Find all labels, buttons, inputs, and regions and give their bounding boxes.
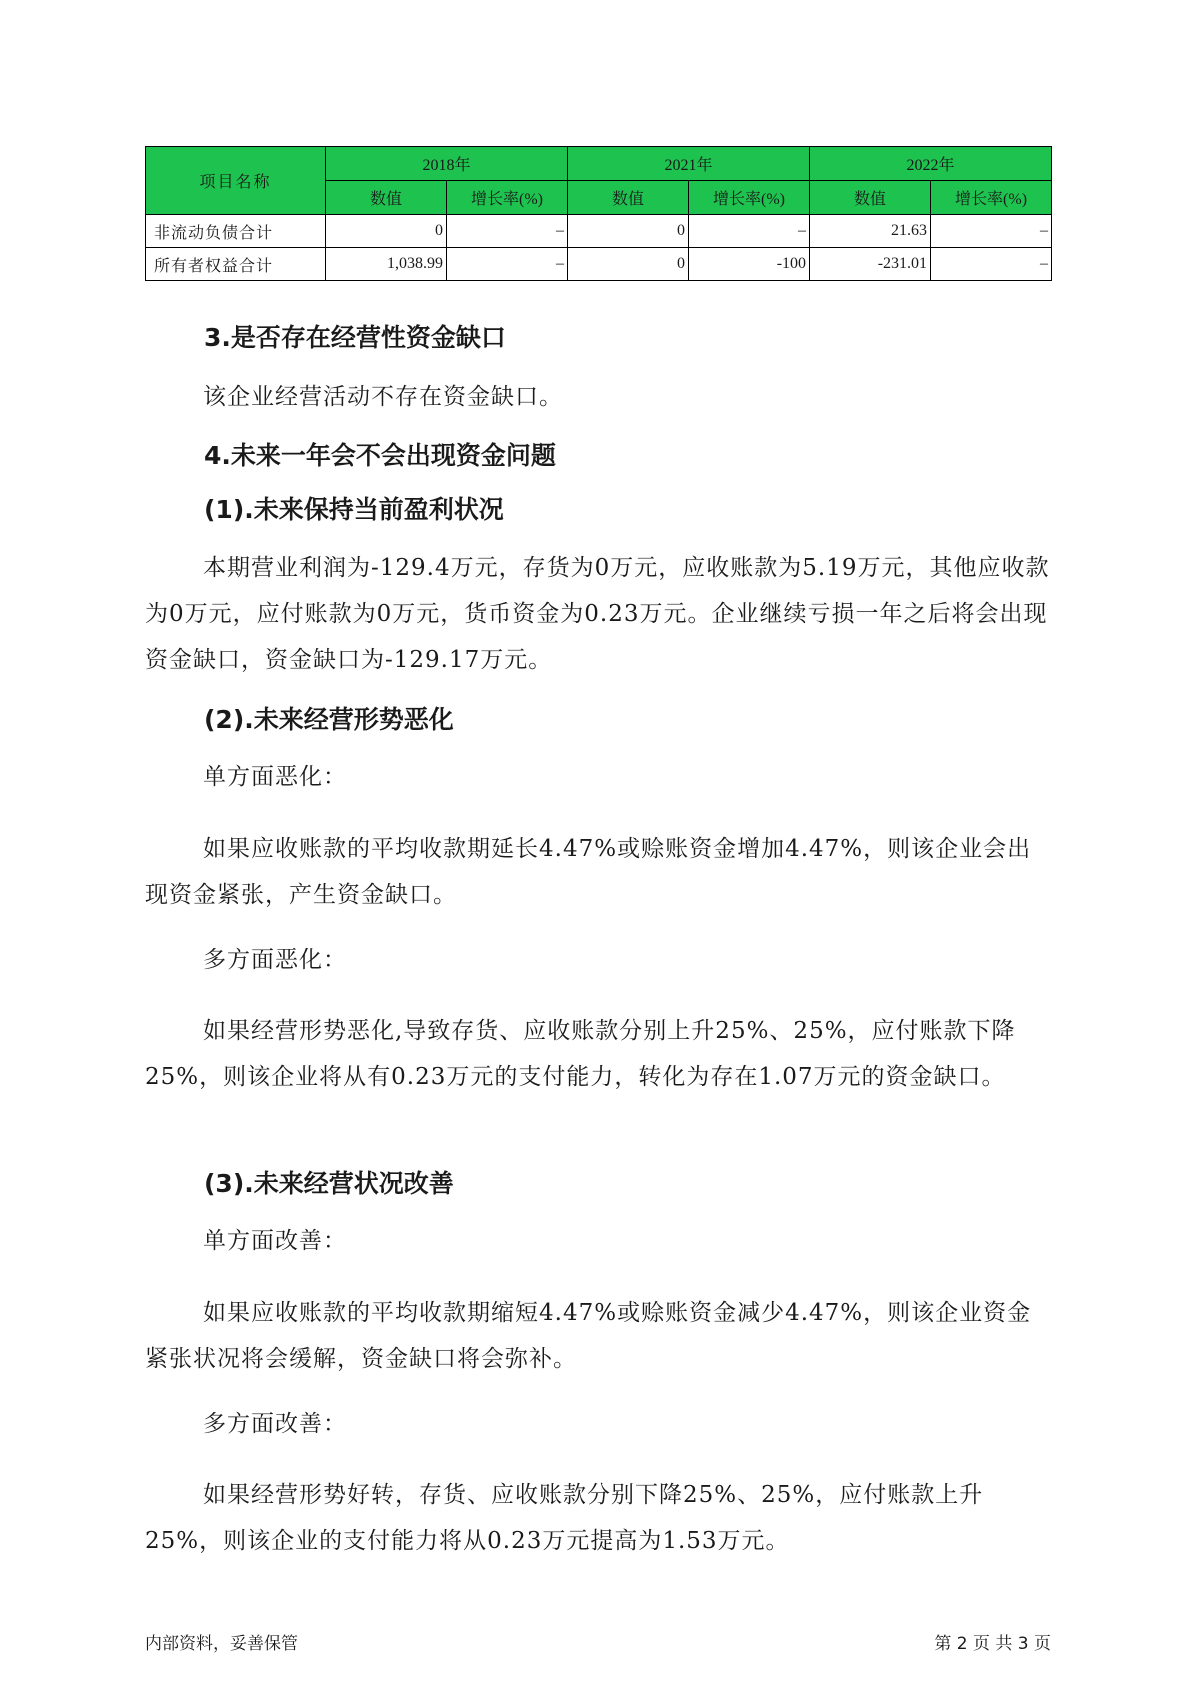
table-cell: – xyxy=(931,248,1052,281)
row-name: 非流动负债合计 xyxy=(146,215,326,248)
header-growth-rate: 增长率(%) xyxy=(931,181,1052,215)
header-growth-rate: 增长率(%) xyxy=(689,181,810,215)
subsection-3-label-single: 单方面改善： xyxy=(203,1228,347,1254)
section-4-heading: 4.未来一年会不会出现资金问题 xyxy=(204,441,556,470)
table-cell: – xyxy=(931,215,1052,248)
row-name: 所有者权益合计 xyxy=(146,248,326,281)
header-value: 数值 xyxy=(810,181,931,215)
table-cell: – xyxy=(447,248,568,281)
subsection-1-heading: (1).未来保持当前盈利状况 xyxy=(204,495,504,524)
table-cell: 0 xyxy=(568,248,689,281)
subsection-2-paragraph-single: 如果应收账款的平均收款期延长4.47%或赊账资金增加4.47%，则该企业会出现资金紧张，产生资金缺口。 xyxy=(145,836,1032,908)
footer-page-number: 第 2 页 共 3 页 xyxy=(934,1634,1051,1654)
header-year-2021: 2021年 xyxy=(568,147,810,181)
header-item-name: 项目名称 xyxy=(146,147,326,215)
table-row xyxy=(146,248,1052,281)
header-growth-rate: 增长率(%) xyxy=(447,181,568,215)
table-cell: 1,038.99 xyxy=(326,248,447,281)
table-cell: – xyxy=(689,215,810,248)
header-value: 数值 xyxy=(568,181,689,215)
table-cell: -231.01 xyxy=(810,248,931,281)
subsection-2-label-multi: 多方面恶化： xyxy=(203,947,347,973)
subsection-3-paragraph-single: 如果应收账款的平均收款期缩短4.47%或赊账资金减少4.47%，则该企业资金紧张状况将会缓解，资金缺口将会弥补。 xyxy=(145,1300,1032,1372)
subsection-2-heading: (2).未来经营形势恶化 xyxy=(204,705,454,734)
table-cell: -100 xyxy=(689,248,810,281)
table-row xyxy=(146,215,1052,248)
table-cell: 0 xyxy=(326,215,447,248)
header-year-2018: 2018年 xyxy=(326,147,568,181)
financial-table xyxy=(145,146,1052,281)
header-year-2022: 2022年 xyxy=(810,147,1052,181)
header-value: 数值 xyxy=(326,181,447,215)
footer-confidential-note: 内部资料，妥善保管 xyxy=(145,1634,298,1654)
subsection-3-heading: (3).未来经营状况改善 xyxy=(204,1169,454,1198)
subsection-2-label-single: 单方面恶化： xyxy=(203,764,347,790)
section-3-paragraph: 该企业经营活动不存在资金缺口。 xyxy=(203,384,563,410)
table-cell: – xyxy=(447,215,568,248)
table-cell: 21.63 xyxy=(810,215,931,248)
table-cell: 0 xyxy=(568,215,689,248)
subsection-1-paragraph: 本期营业利润为-129.4万元，存货为0万元，应收账款为5.19万元，其他应收款为0万元，应付账款为0万元，货币资金为0.23万元。企业继续亏损一年之后将会出现资金缺口，资金缺口为-129.17万元。 xyxy=(145,555,1050,673)
section-3-heading: 3.是否存在经营性资金缺口 xyxy=(204,323,506,352)
subsection-3-paragraph-multi: 如果经营形势好转，存货、应收账款分别下降25%、25%，应付账款上升25%，则该企业的支付能力将从0.23万元提高为1.53万元。 xyxy=(145,1482,984,1554)
subsection-2-paragraph-multi: 如果经营形势恶化,导致存货、应收账款分别上升25%、25%，应付账款下降25%，则该企业将从有0.23万元的支付能力，转化为存在1.07万元的资金缺口。 xyxy=(145,1018,1016,1090)
subsection-3-label-multi: 多方面改善： xyxy=(203,1411,347,1437)
